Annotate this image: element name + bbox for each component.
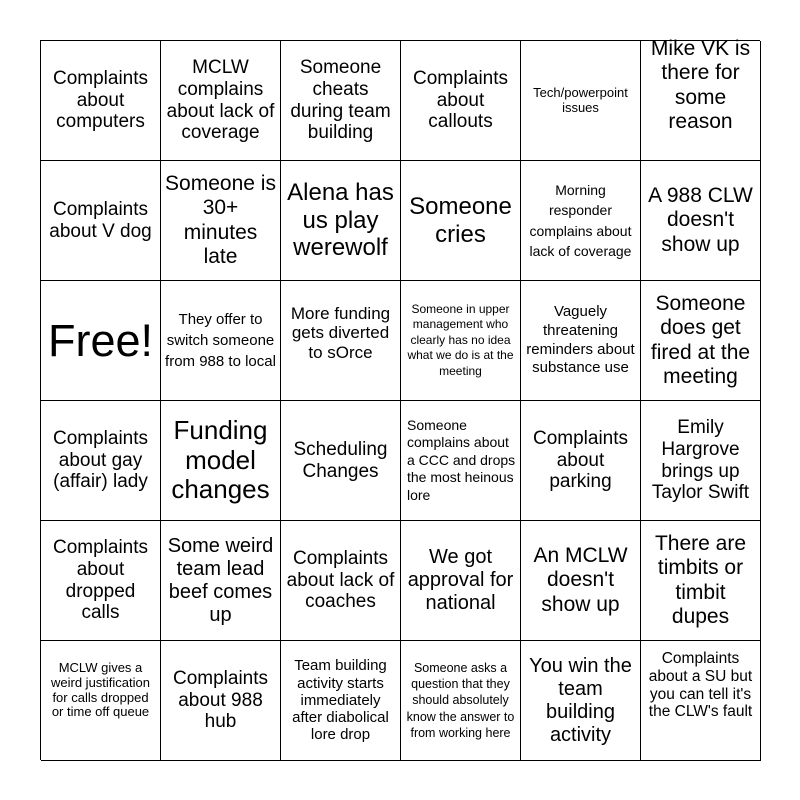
cell-text: Complaints about lack of coaches: [286, 547, 395, 613]
bingo-cell[interactable]: [41, 41, 161, 161]
cell-text: They offer to switch someone from 988 to local: [165, 311, 276, 370]
cell-text: Complaints about a SU but you can tell it's the CLW's fault: [648, 649, 753, 721]
bingo-cell[interactable]: [161, 521, 281, 641]
bingo-cell[interactable]: [641, 37, 761, 161]
cell-text: Someone in upper management who clearly has no idea what we do is at the meeting: [407, 301, 514, 378]
bingo-cell[interactable]: [401, 41, 521, 161]
bingo-cell[interactable]: [281, 641, 401, 761]
bingo-cell[interactable]: [41, 401, 161, 521]
bingo-cell[interactable]: [641, 521, 761, 641]
cell-text: Someone cries: [409, 192, 512, 248]
cell-text: Complaints about computers: [52, 67, 149, 133]
bingo-cell[interactable]: [641, 401, 761, 521]
bingo-cell[interactable]: [641, 161, 761, 281]
bingo-cell[interactable]: [401, 641, 521, 761]
cell-text: Complaints about V dog: [49, 198, 152, 242]
cell-text: Alena has us play werewolf: [287, 179, 394, 262]
cell-text: Some weird team lead beef comes up: [167, 534, 274, 626]
bingo-cell[interactable]: [281, 161, 401, 281]
bingo-cell[interactable]: [161, 281, 281, 401]
bingo-cell[interactable]: [161, 401, 281, 521]
bingo-cell[interactable]: [161, 641, 281, 761]
cell-text: MCLW gives a weird justification for calls dropped or time off queue: [51, 659, 150, 720]
bingo-cell[interactable]: [161, 41, 281, 161]
cell-text: Someone does get fired at the meeting: [650, 292, 751, 388]
cell-text: Emily Hargrove brings up Taylor Swift: [651, 416, 750, 504]
bingo-cell[interactable]: [41, 161, 161, 281]
cell-text: Free!: [47, 314, 154, 366]
cell-text: Vaguely threatening reminders about substance use: [526, 303, 635, 377]
bingo-cell[interactable]: [281, 401, 401, 521]
cell-text: Tech/powerpoint issues: [533, 84, 628, 115]
bingo-cell[interactable]: [641, 281, 761, 401]
cell-text: Funding model changes: [171, 414, 270, 505]
bingo-cell[interactable]: [161, 161, 281, 281]
bingo-cell[interactable]: [641, 641, 761, 761]
bingo-cell[interactable]: [401, 401, 521, 521]
bingo-cell[interactable]: [281, 281, 401, 401]
bingo-cell[interactable]: [41, 641, 161, 761]
bingo-board: [40, 37, 760, 760]
cell-text: Complaints about callouts: [412, 67, 509, 133]
cell-text: Complaints about 988 hub: [172, 667, 269, 733]
bingo-cell[interactable]: [401, 521, 521, 641]
cell-text: You win the team building activity: [529, 654, 632, 746]
bingo-cell[interactable]: [401, 281, 521, 401]
cell-text: More funding gets diverted to sOrce: [290, 303, 391, 362]
bingo-cell[interactable]: [521, 161, 641, 281]
bingo-cell[interactable]: [281, 521, 401, 641]
bingo-cell[interactable]: [401, 161, 521, 281]
cell-text: Complaints about dropped calls: [52, 536, 149, 624]
cell-text: An MCLW doesn't show up: [533, 544, 628, 616]
bingo-cell[interactable]: [521, 401, 641, 521]
cell-text: There are timbits or timbit dupes: [654, 532, 747, 628]
bingo-cell[interactable]: [521, 281, 641, 401]
bingo-cell[interactable]: [521, 521, 641, 641]
cell-text: A 988 CLW doesn't show up: [648, 184, 753, 256]
cell-text: Morning responder complains about lack of coverage: [529, 181, 632, 259]
cell-text: Complaints about parking: [532, 427, 629, 493]
cell-text: MCLW complains about lack of coverage: [166, 56, 275, 144]
bingo-cell[interactable]: [521, 641, 641, 761]
cell-text: Complaints about gay (affair) lady: [52, 427, 149, 493]
bingo-cell[interactable]: [521, 41, 641, 161]
bingo-cell[interactable]: [41, 521, 161, 641]
cell-text: Someone cheats during team building: [290, 56, 391, 144]
bingo-cell[interactable]: [41, 281, 161, 401]
cell-text: Mike VK is there for some reason: [650, 37, 751, 133]
cell-text: Team building activity starts immediately after diabolical lore drop: [292, 657, 389, 744]
cell-text: Scheduling Changes: [293, 438, 388, 482]
bingo-cell[interactable]: [281, 41, 401, 161]
cell-text: Someone is 30+ minutes late: [165, 172, 276, 268]
cell-text: We got approval for national: [407, 546, 514, 614]
cell-text: Someone asks a question that they should absolutely know the answer to from working here: [406, 660, 515, 740]
cell-text: Someone complains about a CCC and drops the most heinous lore: [407, 416, 516, 503]
